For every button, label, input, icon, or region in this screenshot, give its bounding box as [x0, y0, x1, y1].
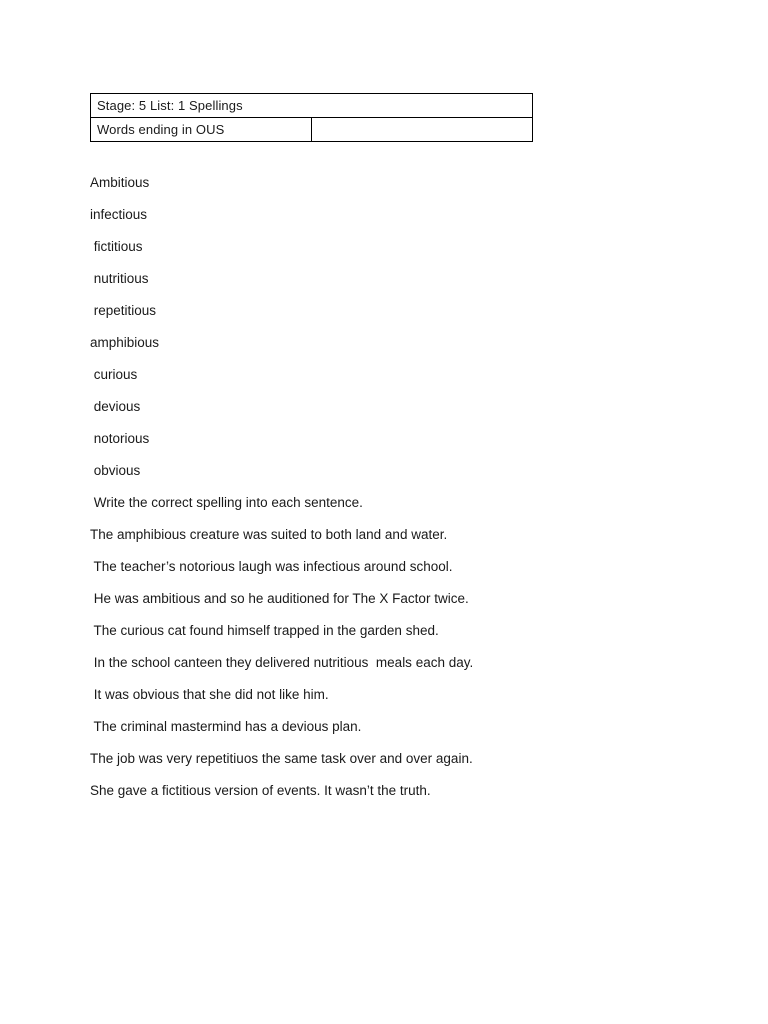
spelling-word: notorious [90, 431, 150, 446]
example-sentence: She gave a fictitious version of events. It wasn’t the truth. [90, 783, 431, 798]
stage-list-title: Stage: 5 List: 1 Spellings [91, 94, 533, 118]
spelling-word: amphibious [90, 335, 160, 350]
spelling-word: infectious [90, 207, 148, 222]
example-sentence: He was ambitious and so he auditioned for The X Factor twice. [90, 591, 469, 606]
spelling-header-table [90, 93, 533, 142]
spelling-word: fictitious [90, 239, 143, 254]
example-sentence: The amphibious creature was suited to both land and water. [90, 527, 448, 542]
example-sentence: The curious cat found himself trapped in the garden shed. [90, 623, 439, 638]
example-sentence: The teacher’s notorious laugh was infectious around school. [90, 559, 453, 574]
blank-cell [312, 118, 533, 142]
header-topic-row [91, 118, 533, 142]
example-sentence: The job was very repetitiuos the same task over and over again. [90, 751, 473, 766]
spelling-word: devious [90, 399, 141, 414]
spelling-word: nutritious [90, 271, 149, 286]
spelling-word: obvious [90, 463, 141, 478]
topic-label: Words ending in OUS [91, 118, 312, 142]
example-sentence: In the school canteen they delivered nutritious meals each day. [90, 655, 474, 670]
example-sentence: It was obvious that she did not like him. [90, 687, 329, 702]
header-title-row [91, 94, 533, 118]
spelling-word: repetitious [90, 303, 157, 318]
spelling-word: curious [90, 367, 138, 382]
instruction-text: Write the correct spelling into each sentence. [90, 495, 363, 510]
example-sentence: The criminal mastermind has a devious plan. [90, 719, 362, 734]
spelling-word: Ambitious [90, 175, 150, 190]
